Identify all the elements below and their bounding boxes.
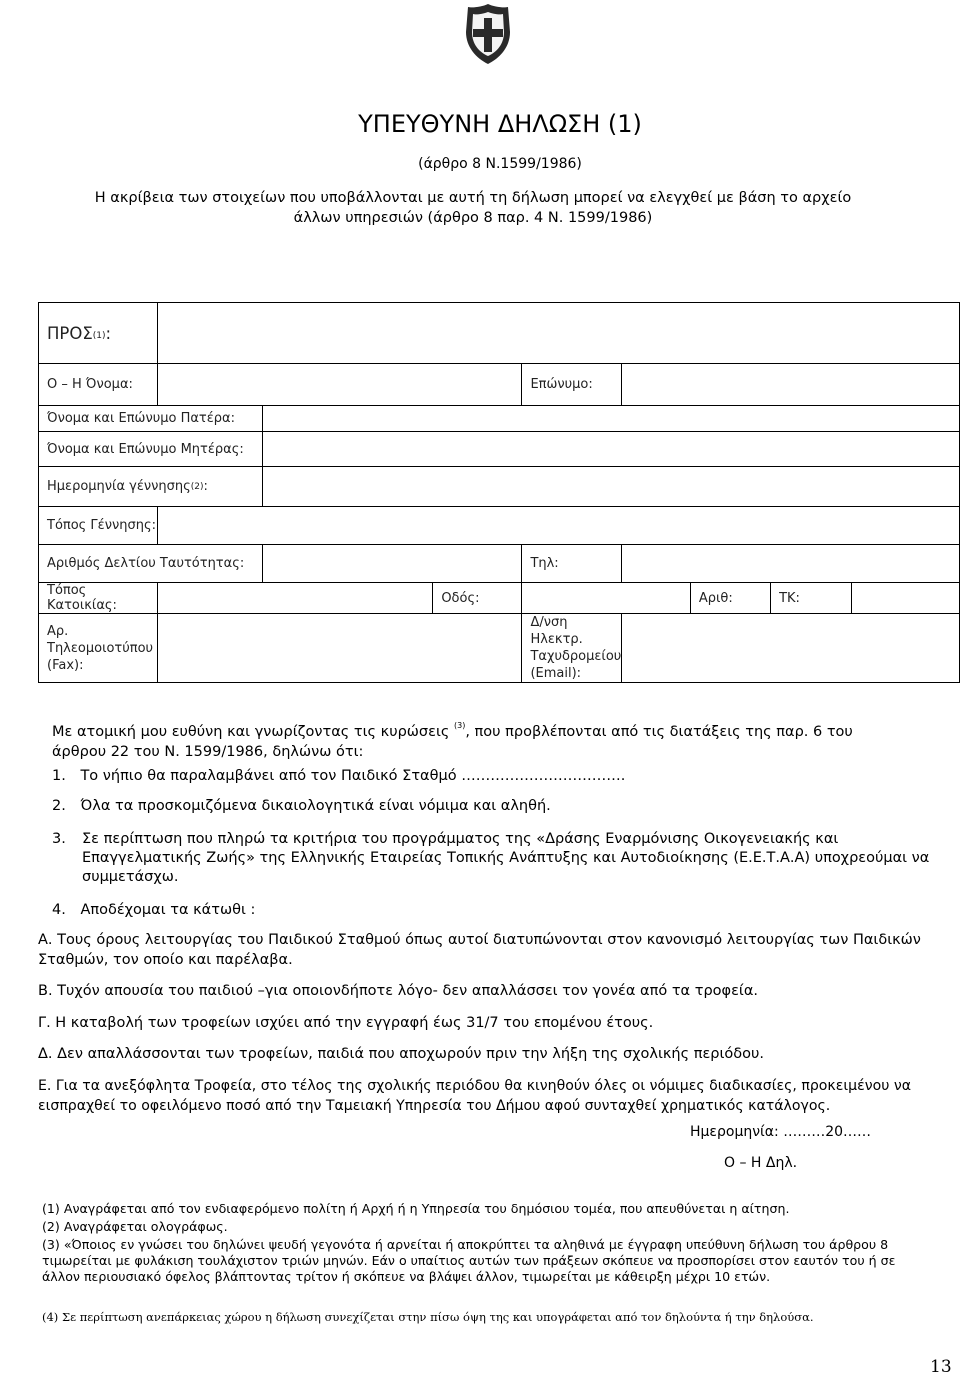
birth-place-label: Τόπος Γέννησης: [39,507,158,545]
street-label: Οδός: [433,583,522,614]
last-name-label: Επώνυμο: [522,364,622,406]
item-number: 4. [52,902,66,918]
term-d: Δ. Δεν απαλλάσσονται των τροφείων, παιδιά που αποχωρούν πριν την λήξη της σχολικής περιόδου. [38,1046,765,1062]
document-title: ΥΠΕΥΘΥΝΗ ΔΗΛΩΣΗ (1) [358,110,642,138]
fax-label: Αρ. Τηλεομοιοτύπου (Fax): [39,614,158,683]
birth-place-field[interactable] [157,507,959,545]
declaration-item-1 [52,767,932,786]
postal-code-field[interactable] [852,583,960,614]
item-text: Το νήπιο θα παραλαμβάνει από τον Παιδικό Σταθμό ……………………………. [80,768,626,784]
intro-text [58,188,888,228]
intro-line-1: Η ακρίβεια των στοιχείων που υποβάλλονται με αυτή τη δήλωση μπορεί να ελεγχθεί με βάση το αρχείο [94,190,852,206]
pros-footnote-ref: (1) [92,330,106,341]
item-text: Σε περίπτωση που πληρώ τα κριτήρια του προγράμματος της «Δράσης Εναρμόνισης Οικογενειακής και Επαγγελματικής Ζωής» της Ελληνικής Εταιρείας Τοπικής Ανάπτυξης και Αυτοδιοίκησης (Ε.Ε.Τ.Α.Α) υποχρεούμαι να συμμετάσχω. [82,831,930,885]
pros-field[interactable] [157,303,959,364]
fax-field[interactable] [157,614,522,683]
birth-date-field[interactable] [262,467,959,507]
postal-code-label: ΤΚ: [771,583,852,614]
mother-name-field[interactable] [262,432,959,467]
footnote-1: (1) Αναγράφεται από τον ενδιαφερόμενο πολίτη ή Αρχή ή η Υπηρεσία του δημόσιου τομέα, που απευθύνεται η αίτηση. [42,1201,790,1216]
declaration-part-b: , που προβλέπονται από τις διατάξεις της παρ. 6 του [465,724,853,740]
footnote-3: (3) «Όποιος εν γνώσει του δηλώνει ψευδή γεγονότα ή αρνείται ή αποκρύπτει τα αληθινά με έγγραφη υπεύθυνη δήλωση του άρθρου 8 τιμωρείται με φυλάκιση τουλάχιστον τριών μηνών. Εάν ο υπαίτιος αυτών των πράξεων σκόπευε να προσπορίσει στον εαυτόν του ή σε άλλον περιουσιακό όφελος βλάπτοντας τρίτον ή σκόπευε να βλάψει άλλον, τιμωρείται με κάθειρξη μέχρι 10 ετών. [42,1237,896,1284]
email-label: Δ/νση Ηλεκτρ. Ταχυδρομείου (Email): [522,614,622,683]
item-number: 1. [52,768,66,784]
residence-label: Τόπος Κατοικίας: [39,583,158,614]
pros-label: ΠΡΟΣ [47,323,93,343]
phone-field[interactable] [622,545,960,583]
pros-label-cell [39,303,158,364]
item-number: 3. [52,831,66,847]
birth-date-label-cell [39,467,263,507]
term-g: Γ. Η καταβολή των τροφείων ισχύει από την εγγραφή έως 31/7 του επομένου έτους. [38,1015,654,1031]
last-name-field[interactable] [622,364,960,406]
declaration-item-3 [52,830,932,887]
declaration-text [52,716,932,762]
intro-line-2: άλλων υπηρεσιών (άρθρο 8 παρ. 4 Ν. 1599/1986) [293,210,653,226]
first-name-field[interactable] [157,364,522,406]
id-number-label: Αριθμός Δελτίου Ταυτότητας: [39,545,263,583]
birth-date-footnote-ref: (2) [190,482,204,492]
footnote-4: (4) Σε περίπτωση ανεπάρκειας χώρου η δήλωση συνεχίζεται στην πίσω όψη της και υπογράφεται από τον δηλούντα ή την δηλούσα. [42,1310,814,1324]
birth-date-label: Ημερομηνία γέννησης [47,479,191,494]
father-name-label: Όνομα και Επώνυμο Πατέρα: [39,406,263,432]
residence-field[interactable] [157,583,432,614]
term-a: Α. Τους όρους λειτουργίας του Παιδικού Σταθμού όπως αυτοί διατυπώνονται στον κανονισμό λειτουργίας των Παιδικών Σταθμών, τον οποίο και παρέλαβα. [38,932,921,968]
item-text: Αποδέχομαι τα κάτωθι : [80,902,256,918]
pros-colon: : [105,323,112,343]
term-b: Β. Τυχόν απουσία του παιδιού –για οποιονδήποτε λόγο- δεν απαλλάσσει τον γονέα από τα τροφεία. [38,983,758,999]
declaration-part-a: Με ατομική μου ευθύνη και γνωρίζοντας τις κυρώσεις [52,724,450,740]
personal-data-form [38,302,960,683]
birth-date-colon: : [203,479,208,494]
id-number-field[interactable] [262,545,522,583]
declaration-item-4 [52,901,932,920]
date-line: Ημερομηνία: ………20…… [690,1124,872,1140]
signer-label: Ο – Η Δηλ. [724,1155,798,1171]
page-number: 13 [930,1357,952,1377]
term-e: Ε. Για τα ανεξόφλητα Τροφεία, στο τέλος της σχολικής περιόδου θα κινηθούν όλες οι νόμιμες διαδικασίες, προκειμένου να εισπραχθεί το οφειλόμενο ποσό από την Ταμειακή Υπηρεσία του Δήμου αφού συνταχθεί χρηματικός κατάλογος. [38,1078,911,1114]
item-number: 2. [52,798,66,814]
document-subtitle: (άρθρο 8 Ν.1599/1986) [418,156,582,172]
street-field[interactable] [522,583,690,614]
phone-label: Τηλ: [522,545,622,583]
declaration-item-2 [52,797,932,816]
greek-emblem-icon [460,2,516,66]
email-field[interactable] [622,614,960,683]
street-number-label: Αριθ: [690,583,770,614]
father-name-field[interactable] [262,406,959,432]
footnote-2: (2) Αναγράφεται ολογράφως. [42,1219,228,1234]
declaration-footnote-ref: (3) [454,721,466,730]
mother-name-label: Όνομα και Επώνυμο Μητέρας: [39,432,263,467]
declaration-part-c: άρθρου 22 του Ν. 1599/1986, δηλώνω ότι: [52,744,364,760]
item-text: Όλα τα προσκομιζόμενα δικαιολογητικά είναι νόμιμα και αληθή. [80,798,551,814]
first-name-label: Ο – Η Όνομα: [39,364,158,406]
